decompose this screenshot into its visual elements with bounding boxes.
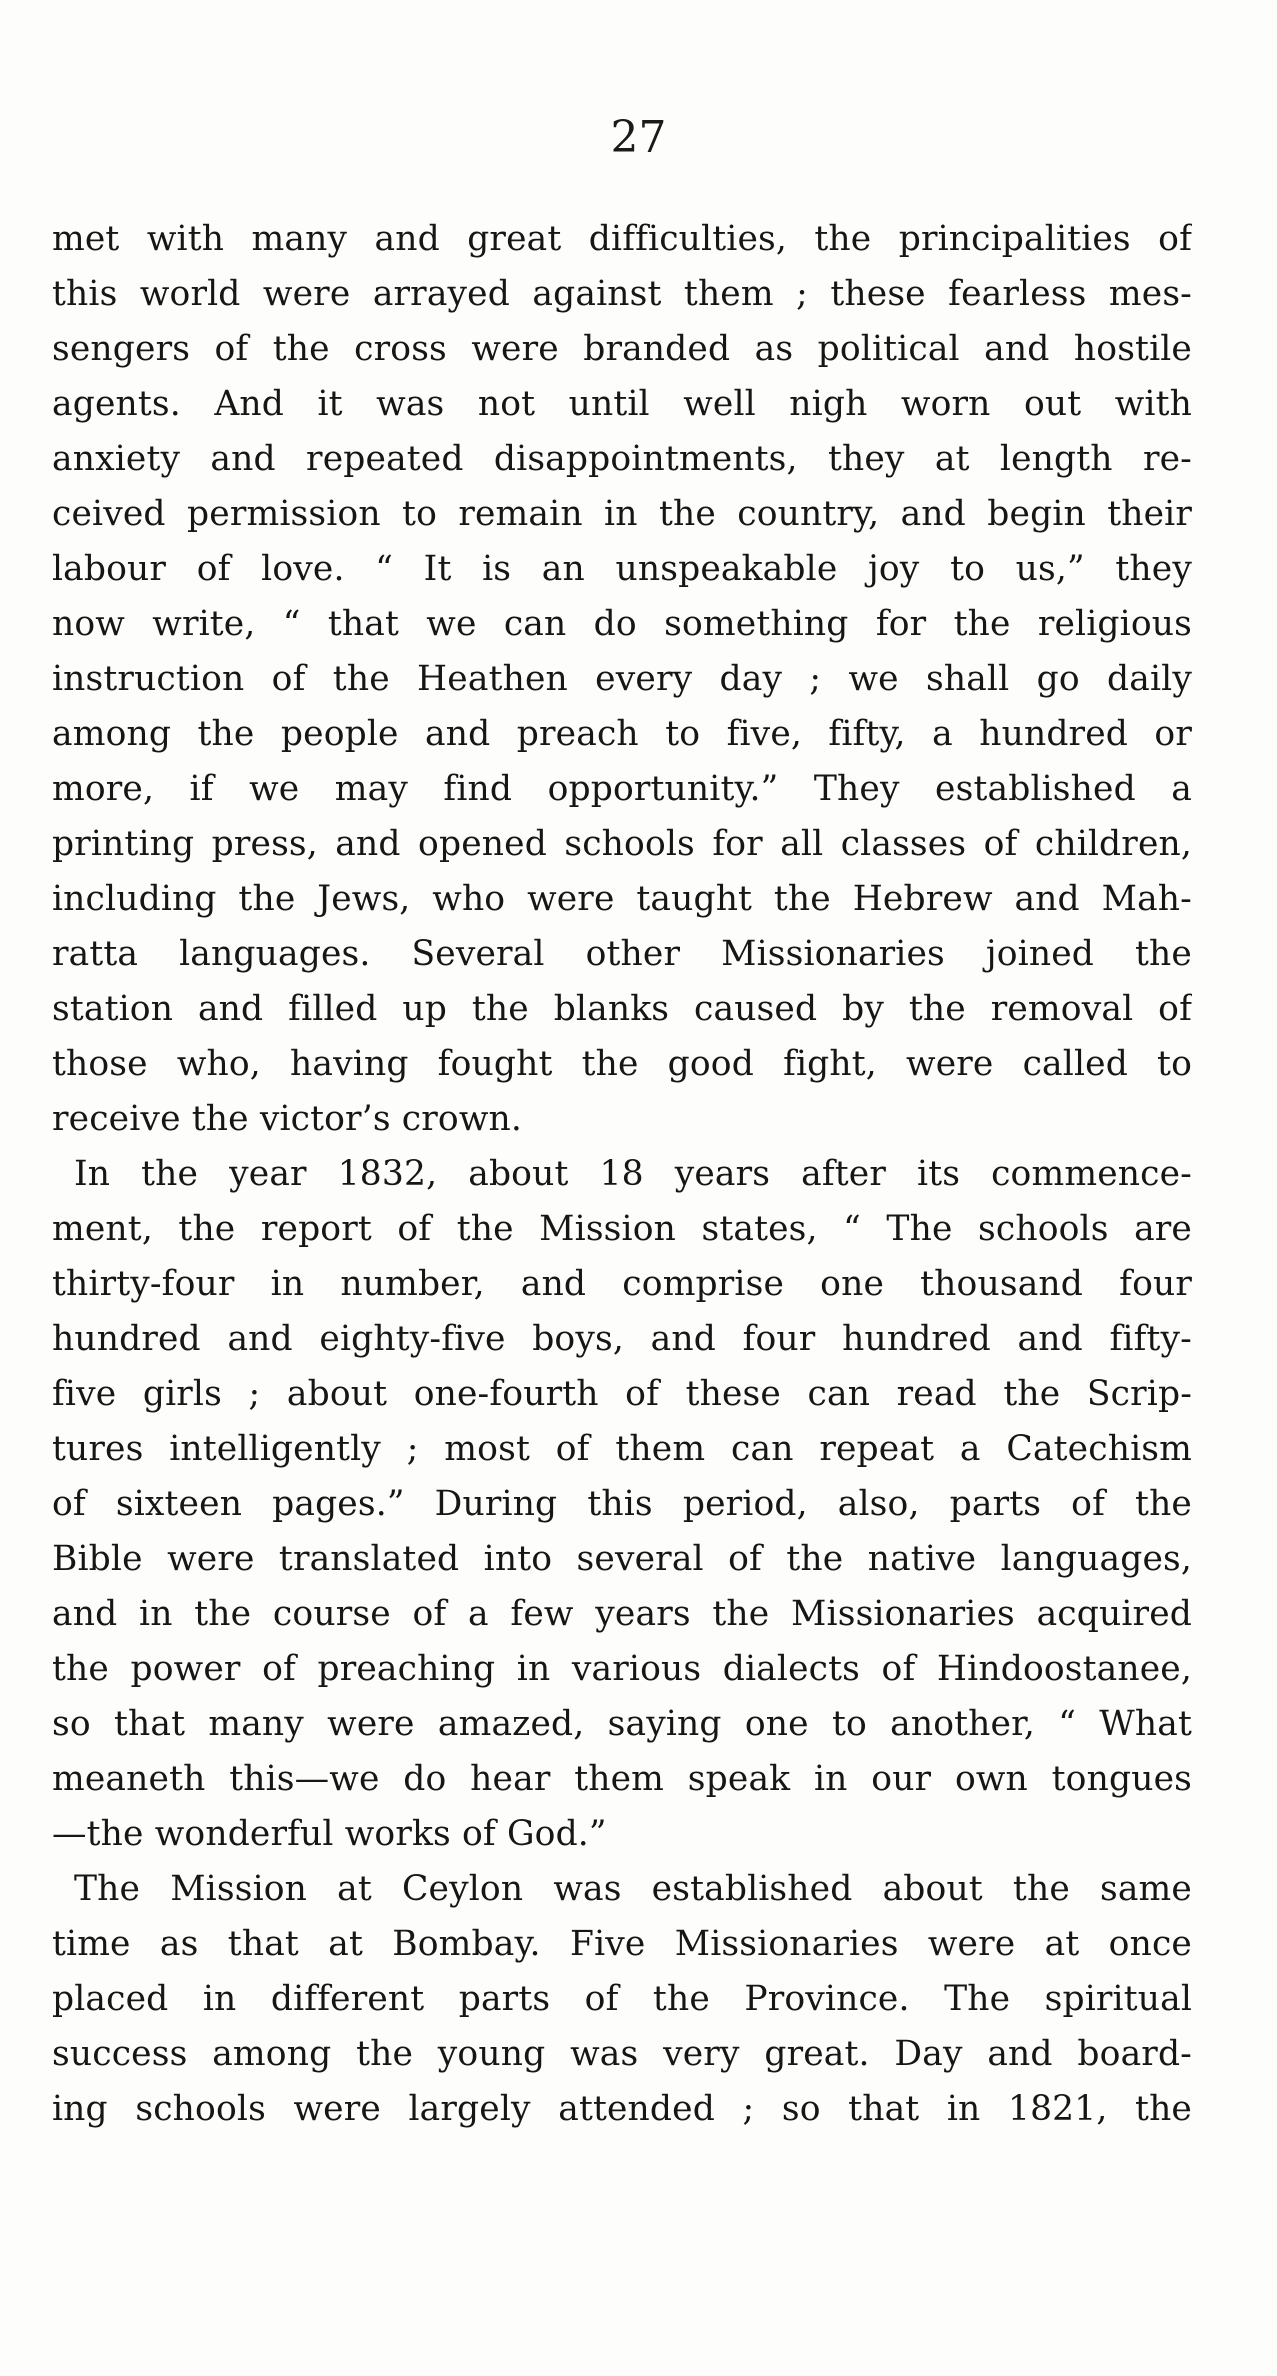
paragraph (52, 212, 1192, 1147)
text-line: The Mission at Ceylon was established about the same (74, 1869, 1192, 1909)
text-line: more, if we may find opportunity.” They established a (52, 769, 1192, 809)
text-line: time as that at Bombay. Five Missionaries were at once (52, 1924, 1192, 1964)
text-line: ceived permission to remain in the country, and begin their (52, 494, 1192, 534)
text-line: —the wonderful works of God.” (52, 1814, 607, 1854)
text-line: placed in different parts of the Province. The spiritual (52, 1979, 1192, 2019)
text-line: meaneth this—we do hear them speak in our own tongues (52, 1759, 1192, 1799)
text-line: this world were arrayed against them ; these fearless mes- (52, 274, 1192, 314)
text-line: labour of love. “ It is an unspeakable joy to us,” they (52, 549, 1192, 589)
text-line: ratta languages. Several other Missionaries joined the (52, 934, 1192, 974)
text-line: tures intelligently ; most of them can repeat a Catechism (52, 1429, 1192, 1469)
paragraph (52, 1862, 1192, 2137)
text-line: thirty-four in number, and comprise one thousand four (52, 1264, 1192, 1304)
text-line: of sixteen pages.” During this period, also, parts of the (52, 1484, 1192, 1524)
text-line: among the people and preach to five, fifty, a hundred or (52, 714, 1192, 754)
text-line: Bible were translated into several of the native languages, (52, 1539, 1192, 1579)
text-line: instruction of the Heathen every day ; we shall go daily (52, 659, 1192, 699)
text-line: met with many and great difficulties, the principalities of (52, 219, 1192, 259)
text-line: sengers of the cross were branded as political and hostile (52, 329, 1192, 369)
text-line: the power of preaching in various dialects of Hindoostanee, (52, 1649, 1192, 1689)
text-line: printing press, and opened schools for all classes of children, (52, 824, 1192, 864)
text-line: station and filled up the blanks caused by the removal of (52, 989, 1192, 1029)
text-line: receive the victor’s crown. (52, 1099, 522, 1139)
text-line: now write, “ that we can do something for the religious (52, 604, 1192, 644)
paragraph (52, 1147, 1192, 1862)
body-text (52, 212, 1192, 2137)
text-line: ment, the report of the Mission states, “ The schools are (52, 1209, 1192, 1249)
text-line: five girls ; about one-fourth of these can read the Scrip- (52, 1374, 1192, 1414)
page-number: 27 (610, 112, 667, 163)
text-line: so that many were amazed, saying one to another, “ What (52, 1704, 1192, 1744)
text-line: including the Jews, who were taught the Hebrew and Mah- (52, 879, 1192, 919)
text-line: and in the course of a few years the Missionaries acquired (52, 1594, 1192, 1634)
text-line: those who, having fought the good fight, were called to (52, 1044, 1192, 1084)
text-line: hundred and eighty-five boys, and four hundred and fifty- (52, 1319, 1192, 1359)
text-line: ing schools were largely attended ; so that in 1821, the (52, 2089, 1192, 2129)
text-line: In the year 1832, about 18 years after its commence- (74, 1154, 1192, 1194)
text-line: anxiety and repeated disappointments, they at length re- (52, 439, 1192, 479)
text-line: agents. And it was not until well nigh worn out with (52, 384, 1192, 424)
text-line: success among the young was very great. Day and board- (52, 2034, 1192, 2074)
